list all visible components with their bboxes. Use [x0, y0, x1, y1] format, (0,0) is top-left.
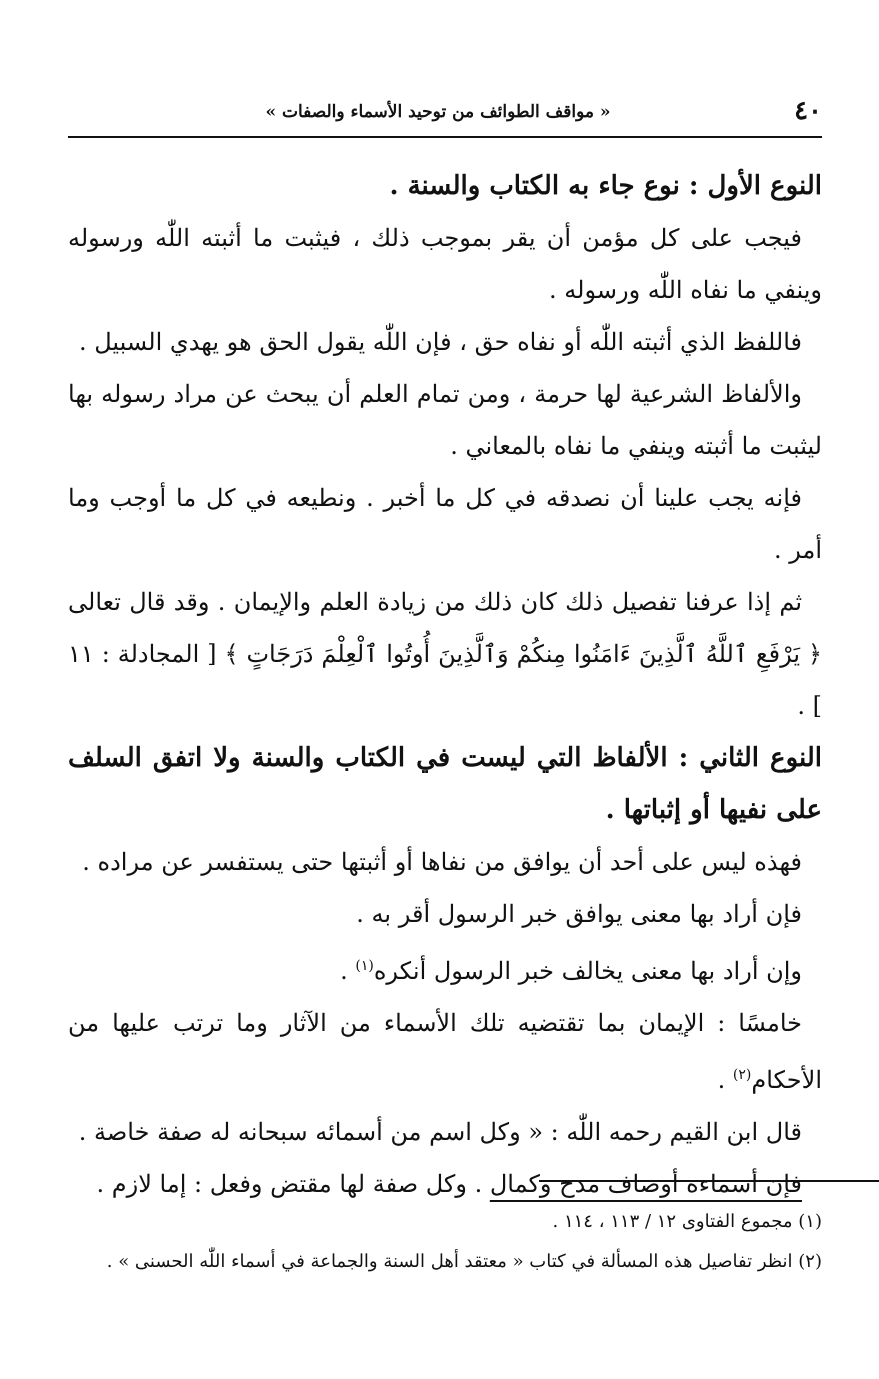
paragraph-quote: قال ابن القيم رحمه اللّٰه : « وكل اسم من أسمائه سبحانه له صفة خاصة . — [78, 1118, 802, 1146]
paragraph: فاللفظ الذي أثبته اللّٰه أو نفاه حق ، فإن اللّٰه يقول الحق هو يهدي السبيل . — [78, 328, 802, 356]
paragraph: فيجب على كل مؤمن أن يقر بموجب ذلك ، فيثبت ما أثبته اللّٰه ورسوله وينفي ما نفاه اللّٰه ورسوله . — [68, 224, 822, 304]
footnote-1: (١) مجموع الفتاوى ١٢ / ١١٣ ، ١١٤ . — [552, 1211, 822, 1232]
paragraph: فهذه ليس على أحد أن يوافق من نفاها أو أثبتها حتى يستفسر عن مراده . — [82, 848, 802, 876]
paragraph: والألفاظ الشرعية لها حرمة ، ومن تمام العلم أن يبحث عن مراد رسوله بها ليثبت ما أثبته وينفي ما نفاه بالمعاني . — [68, 380, 822, 460]
header-rule — [68, 136, 822, 138]
running-title: « مواقف الطوائف من توحيد الأسماء والصفات » — [265, 102, 611, 122]
page-number: ٤٠ — [794, 96, 822, 126]
paragraph: فإن أراد بها معنى يوافق خبر الرسول أقر به . — [356, 900, 802, 928]
paragraph-with-footnote-ref — [68, 940, 822, 997]
page-header — [68, 92, 822, 140]
footnote-ref-1[interactable]: (١) — [355, 958, 374, 974]
paragraph-fifth-point — [68, 997, 822, 1106]
paragraph-tail: . — [717, 1066, 733, 1094]
paragraph-text: خامسًا : الإيمان بما تقتضيه تلك الأسماء من الآثار وما ترتب عليها من الأحكام — [68, 1009, 822, 1094]
footnote-2: (٢) انظر تفاصيل هذه المسألة في كتاب « معتقد أهل السنة والجماعة في أسماء اللّٰه الحسنى » . — [106, 1251, 822, 1272]
paragraph: فإنه يجب علينا أن نصدقه في كل ما أخبر . ونطيعه في كل ما أوجب وما أمر . — [68, 484, 822, 564]
footnote-ref-2[interactable]: (٢) — [732, 1067, 752, 1083]
paragraph-text: وإن أراد بها معنى يخالف خبر الرسول أنكره — [373, 957, 802, 985]
underlined-phrase: فإن أسماءه أوصاف مدح وكمال — [489, 1170, 802, 1198]
paragraph-tail: . — [340, 957, 356, 985]
section-heading-second-type: النوع الثاني : الألفاظ التي ليست في الكتاب والسنة ولا اتفق السلف على نفيها أو إثباتها . — [68, 743, 822, 825]
section-heading-first-type: النوع الأول : نوع جاء به الكتاب والسنة . — [389, 171, 822, 201]
paragraph-with-quran-verse: ثم إذا عرفنا تفصيل ذلك كان ذلك من زيادة العلم والإيمان . وقد قال تعالى ﴿ يَرْفَعِ ٱللَّهُ ٱلَّذِينَ ءَامَنُوا مِنكُمْ وَٱلَّذِينَ أُوتُوا ٱلْعِلْمَ دَرَجَاتٍ ﴾ [ المجادلة : ١١ ] . — [68, 588, 822, 720]
paragraph-text: . وكل صفة لها مقتض وفعل : إما لازم . — [96, 1170, 490, 1198]
footnote-rule — [539, 1180, 879, 1182]
footnotes — [68, 1202, 822, 1282]
body-text — [68, 160, 822, 1210]
